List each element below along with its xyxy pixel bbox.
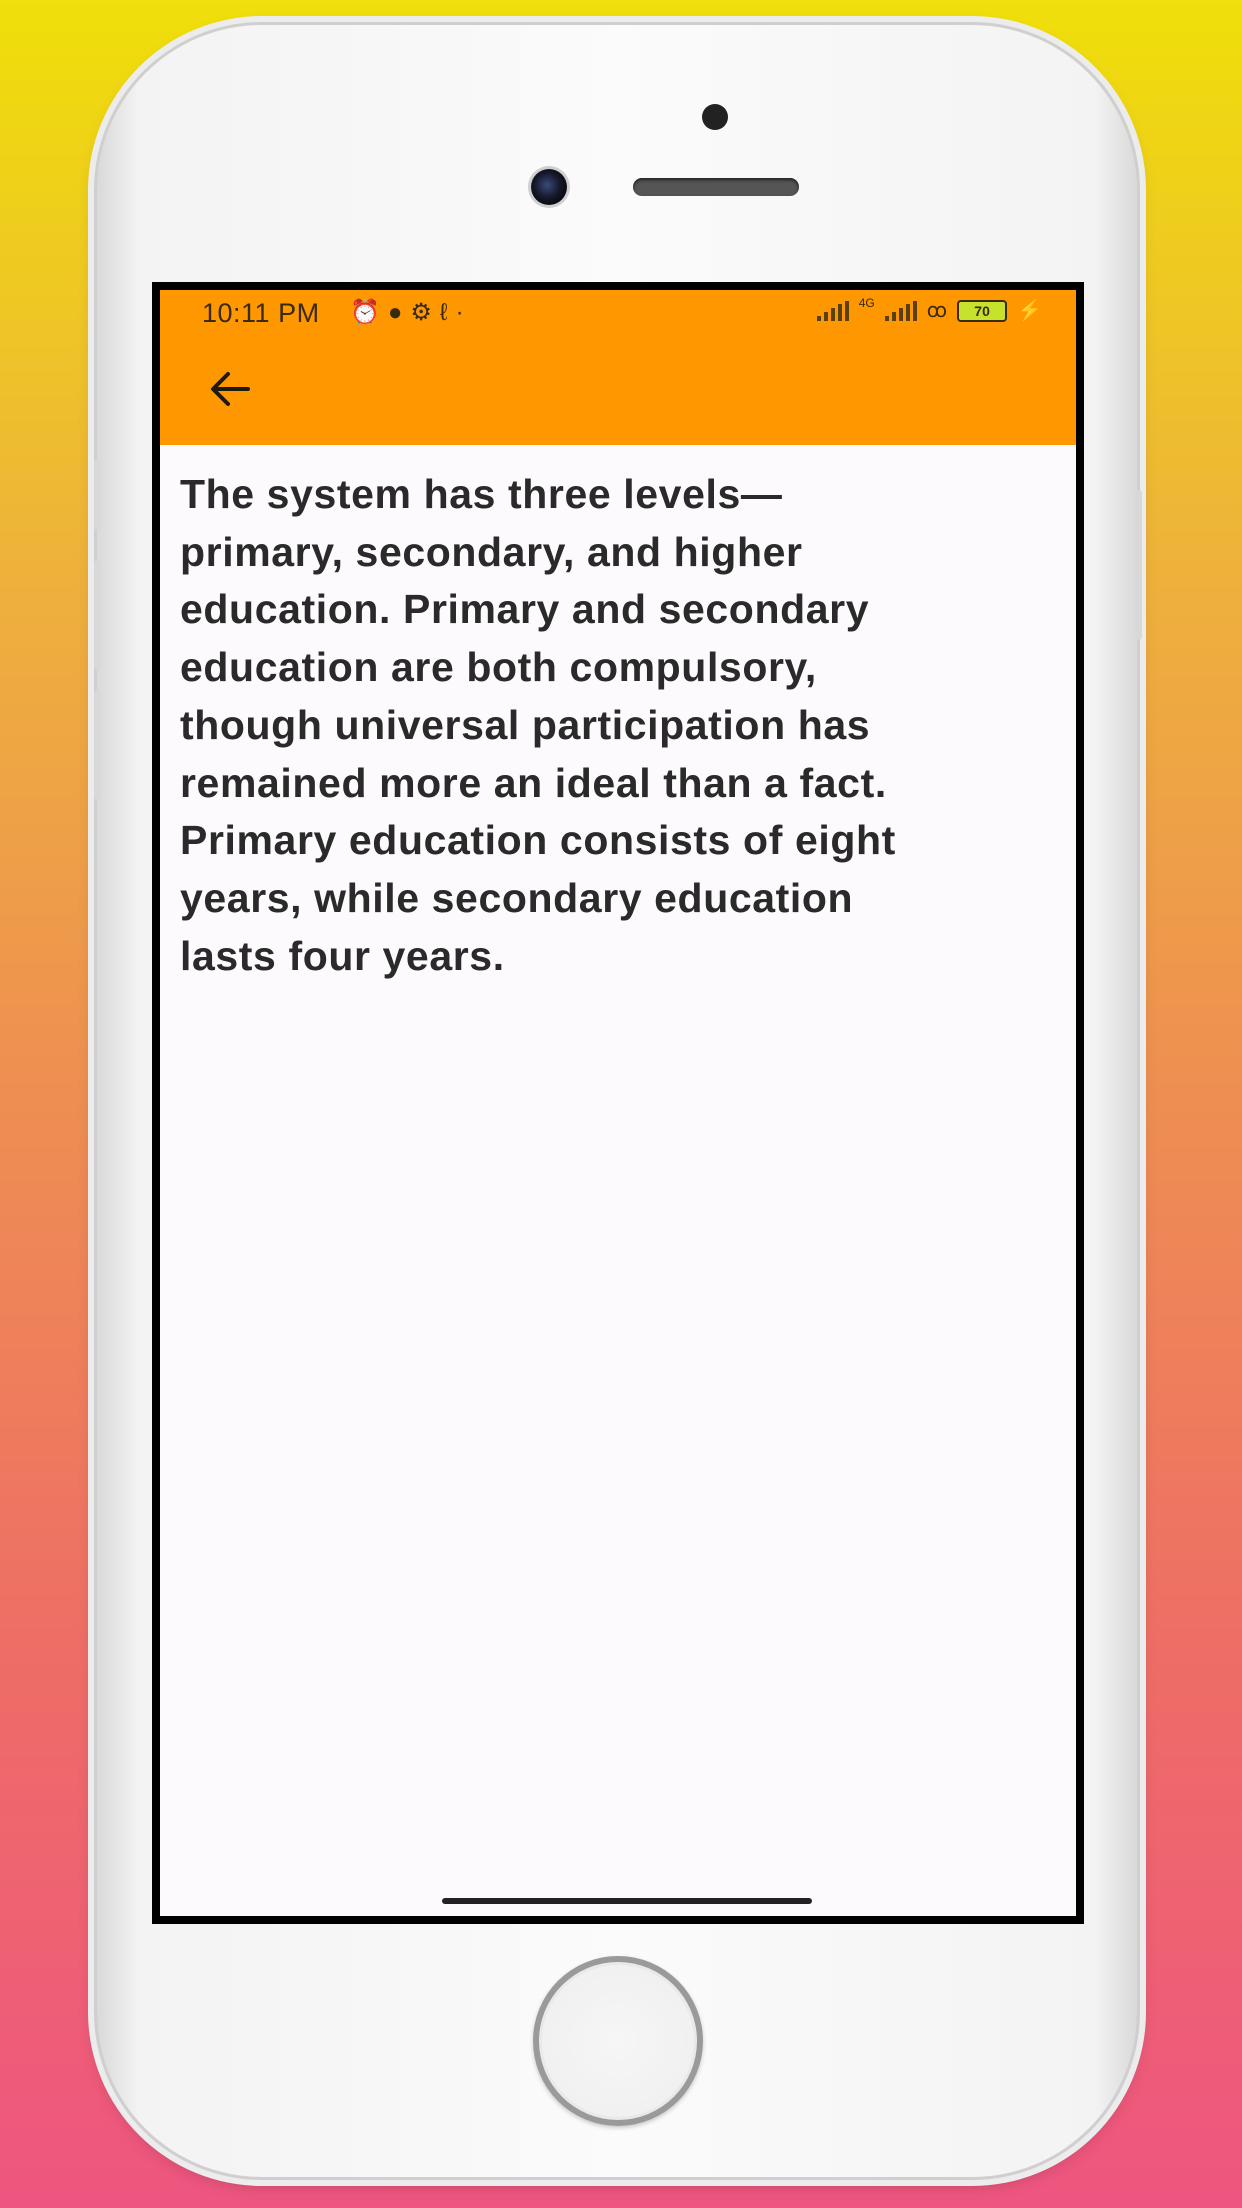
app-bar: [160, 290, 1076, 445]
notification-icons: [350, 298, 472, 327]
article-text: The system has three levels— primary, secondary, and higher education. Primary and secondary education are both compulsory, though universal participation has remained more an ideal than a fact. Primary education consists of eight years, while secondary education lasts four years.: [180, 471, 896, 979]
signal-icon-2: [885, 301, 917, 321]
volume-down-button: [94, 690, 101, 800]
settings-icon: ⚙: [410, 299, 440, 326]
dot-icon: ·: [455, 299, 472, 326]
alarm-icon: ⏰: [350, 299, 388, 326]
network-type: 4G: [858, 295, 875, 310]
status-time: 10:11 PM: [202, 298, 320, 328]
wifi-calling-icon: ℓ: [439, 299, 456, 326]
front-sensor: [702, 104, 728, 130]
earpiece-speaker: [633, 178, 799, 196]
mute-switch: [94, 460, 101, 530]
vowifi-icon: ꝏ: [926, 300, 948, 322]
home-indicator[interactable]: [442, 1898, 812, 1904]
messenger-icon: ●: [387, 299, 411, 326]
volume-up-button: [94, 560, 101, 670]
display: [160, 290, 1076, 1916]
power-button: [1135, 490, 1142, 640]
battery-icon: 70: [957, 300, 1007, 322]
status-bar: [160, 290, 1076, 334]
selfie-camera: [531, 169, 567, 205]
signal-icon: [817, 301, 849, 321]
screen: [152, 282, 1084, 1924]
system-icons: [817, 295, 1042, 323]
back-button[interactable]: [206, 365, 254, 413]
home-button[interactable]: [533, 1956, 703, 2126]
arrow-left-icon: [206, 365, 254, 413]
charging-icon: ⚡: [1017, 300, 1042, 322]
